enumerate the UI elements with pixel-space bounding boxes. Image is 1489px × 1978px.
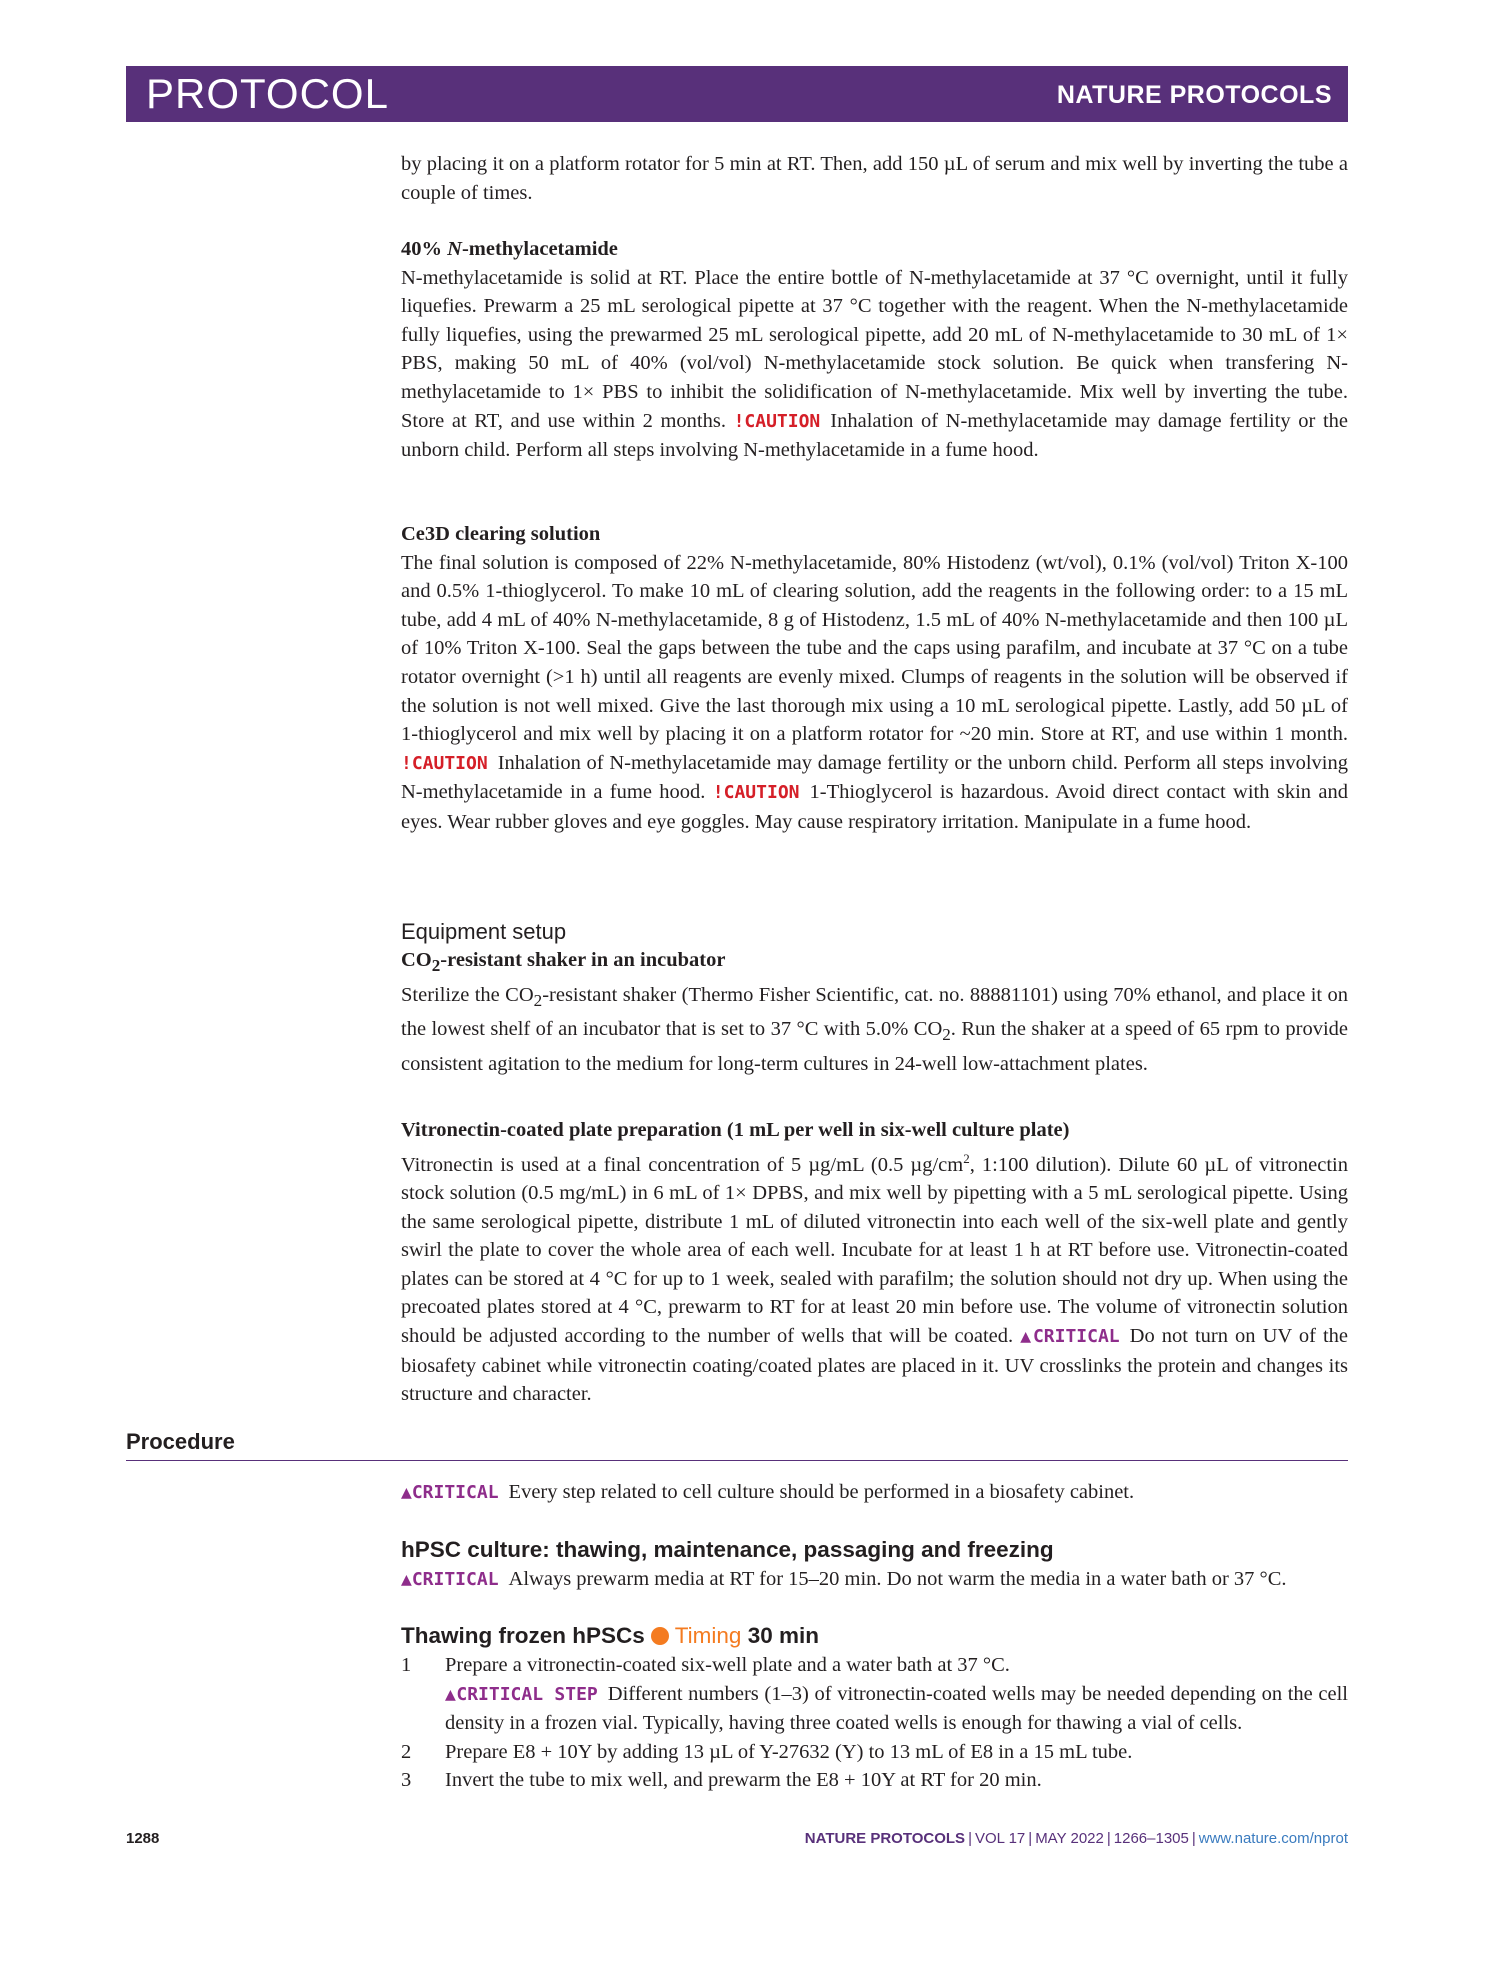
procedure-rule <box>126 1460 1348 1461</box>
thawing-section <box>401 1621 1348 1795</box>
equipment-setup-section <box>401 918 1348 1079</box>
article-type-label: PROTOCOL <box>146 70 389 117</box>
shaker-body: Sterilize the $CO_2$-resistant shaker (Thermo Fisher Scientific, cat. no. 88881101) using 70% ethanol, and place it on the lowest shelf of an incubator that is set to 37 °C with 5.0% $CO_2$. Run the shaker at a speed of 65 rpm to provide consistent agitation to the medium for long-term cultures in 24-well low-attachment plates. <box>401 983 1348 1076</box>
procedure-step: 3 Invert the tube to mix well, and prewarm the E8 + 10Y at RT for 20 min. <box>401 1769 1042 1792</box>
continuation-block <box>401 150 1348 207</box>
vitronectin-title: Vitronectin-coated plate preparation (1 mL per well in six-well culture plate) <box>401 1119 1070 1141</box>
journal-link[interactable]: www.nature.com/nprot <box>1198 1830 1348 1847</box>
vitronectin-section <box>401 1116 1348 1409</box>
procedure-step: 2 Prepare E8 + 10Y by adding 13 µL of Y-27632 (Y) to 13 mL of E8 in a 15 mL tube. <box>401 1740 1133 1763</box>
vitronectin-body: Vitronectin is used at a final concentration of 5 µg/mL (0.5 $\mu g/cm^2$, 1:100 dilution). Dilute 60 µL of vitronectin stock solution (0.5 mg/mL) in 6 mL of 1× DPBS, and mix well by pipetting with a 5 mL serological pipette. Using the same serological pipette, distribute 1 mL of diluted vitronectin into each well of the six-well plate and gently swirl the plate to cover the whole area of each well. Incubate for at least 1 h at RT before use. Vitronectin-coated plates can be stored at 4 °C for up to 1 week, sealed with parafilm; the solution should not dry up. When using the precoated plates stored at 4 °C, prewarm to RT for at least 20 min before use. The volume of vitronectin solution should be adjusted according to the number of wells that will be coated. ▲CRITICAL Do not turn on UV of the biosafety cabinet while vitronectin coating/coated plates are placed in it. UV crosslinks the protein and changes its structure and character. <box>401 1150 1349 1406</box>
equipment-setup-heading: Equipment setup <box>401 919 567 944</box>
hpsc-section: hPSC culture: thawing, maintenance, passaging and freezing ▲CRITICAL Always prewarm media at RT for 15–20 min. Do not warm the media in a water bath or 37 °C. <box>401 1535 1348 1595</box>
ce3d-section <box>401 520 1348 837</box>
header-banner <box>126 66 1348 122</box>
ce3d-body: The final solution is composed of 22% N-methylacetamide, 80% Histodenz (wt/vol), 0.1% (vol/vol) Triton X-100 and 0.5% 1-thioglycerol. To make 10 mL of clearing solution, add the reagents in the following order: to a 15 mL tube, add 4 mL of 40% N-methylacetamide, 8 g of Histodenz, 1.5 mL of 40% N-methylacetamide and then 100 µL of 10% Triton X-100. Seal the gaps between the tube and the caps using parafilm, and incubate at 37 °C on a tube rotator overnight (>1 h) until all reagents are evenly mixed. Clumps of reagents in the solution will be observed if the solution is not well mixed. Give the last thorough mix using a 10 mL serological pipette. Lastly, add 50 µL of 1-thioglycerol and mix well by placing it on a platform rotator for ~20 min. Store at RT, and use within 1 month. !CAUTION Inhalation of N-methylacetamide may damage fertility or the unborn child. Perform all steps involving N-methylacetamide in a fume hood. !CAUTION 1-Thioglycerol is hazardous. Avoid direct contact with skin and eyes. Wear rubber gloves and eye goggles. May cause respiratory irritation. Manipulate in a fume hood. <box>401 551 1348 833</box>
critical-label: ▲CRITICAL <box>401 1482 499 1503</box>
procedure-heading: Procedure <box>126 1429 235 1454</box>
ce3d-title: Ce3D clearing solution <box>401 523 601 545</box>
hpsc-heading: hPSC culture: thawing, maintenance, passaging and freezing <box>401 1537 1054 1562</box>
procedure-steps <box>401 1651 1348 1795</box>
caution-label: !CAUTION <box>733 410 821 432</box>
nma-body: N-methylacetamide is solid at RT. Place the entire bottle of N-methylacetamide at 37 °C overnight, until it fully liquefies. Prewarm a 25 mL serological pipette at 37 °C together with the reagent. When the N-methylacetamide fully liquefies, using the prewarmed 25 mL serological pipette, add 20 mL of N-methylacetamide to 30 mL of 1× PBS, making 50 mL of 40% (vol/vol) N-methylacetamide stock solution. Be quick when transfering N-methylacetamide to 1× PBS to inhibit the solidification of N-methylacetamide. Mix well by inverting the tube. Store at RT, and use within 2 months. !CAUTION Inhalation of N-methylacetamide may damage fertility or the unborn child. Perform all steps involving N-methylacetamide in a fume hood. <box>401 266 1348 462</box>
critical-label: ▲CRITICAL <box>401 1569 499 1590</box>
page-number: 1288 <box>126 1830 160 1847</box>
timing-value: 30 min <box>747 1623 819 1648</box>
nma-title: 40% N-methylacetamide <box>401 238 618 260</box>
critical-step-label: ▲CRITICAL STEP <box>445 1683 598 1705</box>
footer-citation: NATURE PROTOCOLS | VOL 17 | MAY 2022 | 1266–1305 | www.nature.com/nprot <box>804 1830 1348 1847</box>
thawing-heading: Thawing frozen hPSCs Timing 30 min <box>401 1623 819 1648</box>
procedure-step: 1 Prepare a vitronectin-coated six-well plate and a water bath at 37 °C. ▲CRITICAL STEP Different numbers (1–3) of vitronectin-coated wells may be needed depending on the cell density in a frozen vial. Typically, having three coated wells is enough for thawing a vial of cells. <box>401 1654 1348 1735</box>
procedure-critical: ▲CRITICAL Every step related to cell culture should be performed in a biosafety cabinet. <box>401 1481 1135 1503</box>
critical-label: ▲CRITICAL <box>1020 1325 1120 1347</box>
timing-dot-icon <box>651 1627 669 1645</box>
caution-label: !CAUTION <box>401 752 488 774</box>
shaker-title: $CO_2$-resistant shaker in an incubator <box>401 949 726 976</box>
nma-section <box>401 235 1348 465</box>
journal-label: NATURE PROTOCOLS <box>1056 81 1332 109</box>
timing-label: Timing <box>674 1623 742 1648</box>
continuation-paragraph: by placing it on a platform rotator for 5 min at RT. Then, add 150 µL of serum and mix well by inverting the tube a couple of times. <box>401 153 1348 204</box>
caution-label: !CAUTION <box>712 782 800 804</box>
